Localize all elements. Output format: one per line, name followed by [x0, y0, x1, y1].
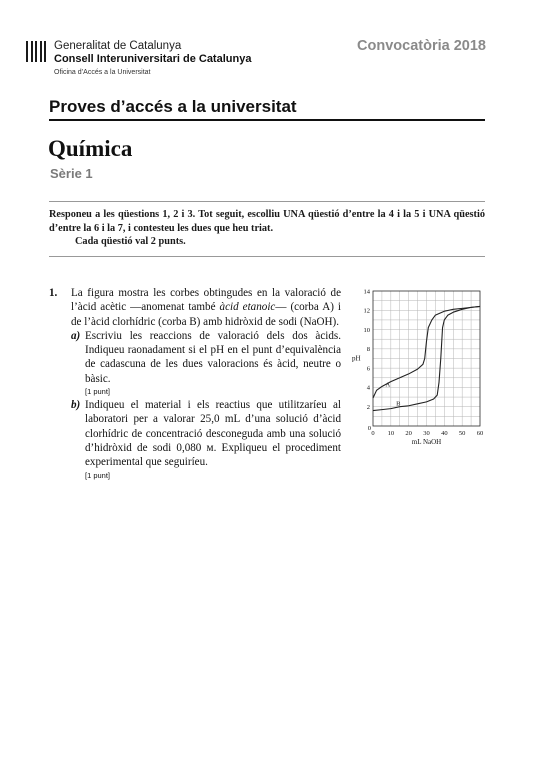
- emphasis-term: àcid etanoic: [219, 301, 276, 314]
- subquestion-letter: a): [71, 329, 81, 342]
- org-name: Generalitat de Catalunya: [54, 40, 182, 52]
- x-tick-label: 50: [458, 430, 466, 437]
- instructions-top-divider: [49, 201, 485, 202]
- y-tick-label: 8: [366, 346, 370, 354]
- convocatoria-label: Convocatòria 2018: [357, 38, 486, 54]
- x-tick-label: 10: [387, 430, 395, 437]
- y-tick-label: 6: [366, 365, 370, 373]
- subquestion-b: [71, 398, 341, 481]
- points-label: [1 punt]: [85, 470, 111, 480]
- x-tick-label: 60: [476, 430, 484, 437]
- question-1: [49, 286, 341, 482]
- instructions-line2: Cada qüestió val 2 punts.: [75, 236, 186, 247]
- points-label: [1 punt]: [85, 387, 111, 397]
- chart-grid: [373, 291, 480, 426]
- y-tick-label: 10: [363, 326, 370, 334]
- titration-chart: [350, 283, 490, 475]
- generalitat-logo: [26, 41, 46, 62]
- y-tick-label: 4: [366, 384, 370, 392]
- y-tick-label: 14: [363, 288, 370, 296]
- series-label-A: A: [385, 381, 391, 389]
- instructions-line1: Responeu a les qüestions 1, 2 i 3. Tot seguit, escolliu UNA qüestió d’entre la 4 i la 5 i UNA qüestió d’entre la 6 i la 7, i contesteu les dues que heu triat.: [49, 209, 485, 234]
- exam-title: Proves d’accés a la universitat: [49, 97, 297, 116]
- origin-tick-label: 0: [367, 425, 371, 432]
- y-axis-label: pH: [352, 354, 361, 363]
- x-tick-label: 40: [441, 430, 448, 437]
- instructions: [49, 208, 485, 249]
- x-tick-label: 30: [423, 430, 430, 437]
- title-divider: [49, 119, 485, 121]
- serie-label: Sèrie 1: [50, 166, 93, 181]
- office-name: Oficina d’Accés a la Universitat: [54, 69, 151, 76]
- question-intro: La figura mostra les corbes obtingudes en la valoració de l’àcid acètic —anomenat també àcid etanoic— (corba A) i de l’àcid clorhídric (corba B) amb hidròxid de sodi (NaOH).: [71, 287, 342, 328]
- organization-block: [54, 40, 251, 80]
- y-tick-label: 2: [366, 404, 370, 412]
- subquestion-text: Indiqueu el material i els reactius que utilitzaríeu al laboratori per a valorar 25,0 mL d’una solució d’àcid clorhídric de concentració desconeguda amb una solució d’hidròxid de sodi 0,080 м. Expliqueu el procediment experimental que seguiríeu.: [85, 399, 341, 469]
- council-name: Consell Interuniversitari de Catalunya: [54, 53, 252, 65]
- series-label-B: B: [396, 400, 401, 408]
- instructions-bottom-divider: [49, 256, 485, 257]
- x-tick-label: 0: [371, 430, 375, 437]
- subject-title: Química: [48, 136, 133, 161]
- y-tick-label: 12: [363, 307, 370, 315]
- x-axis-label: mL NaOH: [411, 438, 442, 446]
- x-tick-label: 20: [405, 430, 412, 437]
- subquestion-text: Escriviu les reaccions de valoració dels dos àcids. Indiqueu raonadament si el pH en el punt d’equivalència de cadascuna de les dues valoracions és àcid, neutre o bàsic.: [85, 329, 341, 385]
- question-number: 1.: [49, 287, 58, 299]
- subquestion-letter: b): [71, 399, 81, 412]
- subquestion-a: [71, 329, 341, 398]
